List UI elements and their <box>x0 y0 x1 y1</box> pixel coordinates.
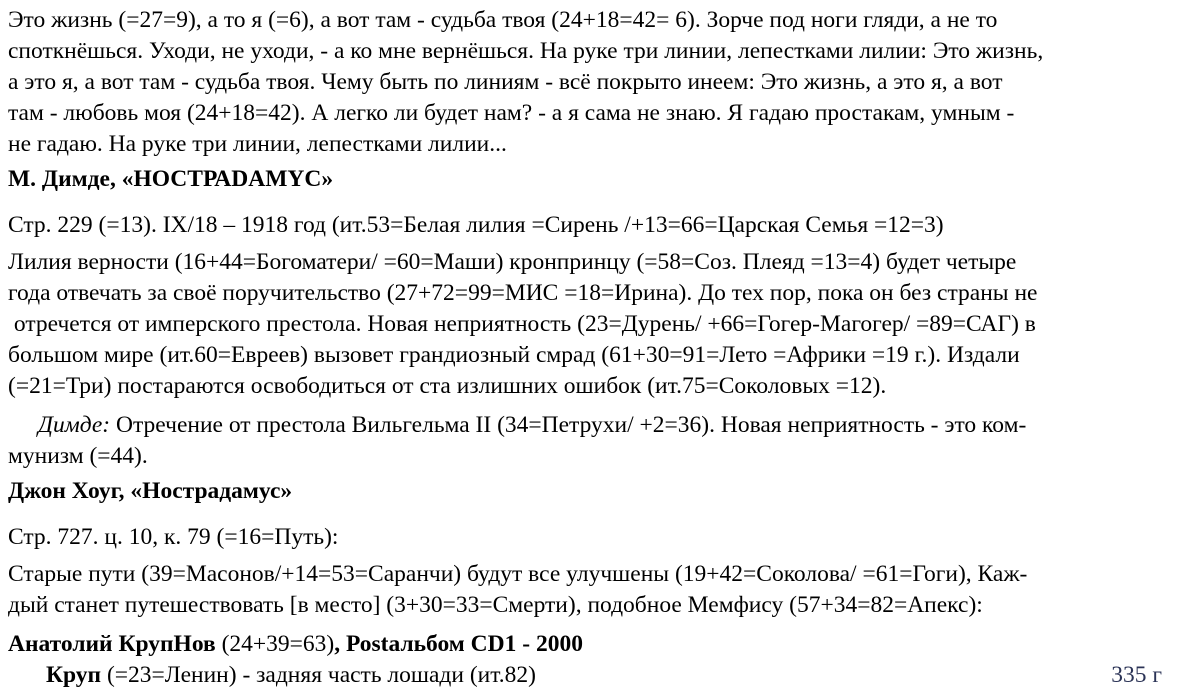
line-text <box>38 412 1026 438</box>
text-segment: (=21=Три) постараются освободиться от ста излишних ошибок (ит.75=Соколовых =12). <box>8 373 887 399</box>
line-text <box>8 524 338 550</box>
paragraph-1-line-5 <box>8 129 1192 160</box>
text-segment: Круп <box>46 662 102 688</box>
line-text <box>8 249 1016 275</box>
text-segment: мунизм (=44). <box>8 443 148 469</box>
text-segment: дый станет путешествовать [в место] (3+30=33=Смерти), подобное Мемфису (57+34=82=Апекс): <box>8 592 983 618</box>
text-segment: не гадаю. На руке три линии, лепестками лилии... <box>8 131 507 157</box>
text-segment: М. Димде, «НОСТРАDАМYС» <box>8 166 334 192</box>
text-segment: Стр. 727. ц. 10, к. 79 (=16=Путь): <box>8 524 339 550</box>
text-segment: Димде: <box>38 412 111 438</box>
text-segment: Это жизнь (=27=9), а то я (=6), а вот там - судьба твоя (24+18=42= 6). Зорче под ноги гляди, а не то <box>8 7 998 33</box>
text-segment: (=23=Ленин) - задняя часть лошади (ит.82) <box>101 662 536 688</box>
source-line-dimde <box>8 210 1192 241</box>
paragraph-1-line-1 <box>8 5 1192 36</box>
line-text <box>8 592 983 618</box>
line-text <box>8 311 1036 337</box>
text-segment: , Роstальбом CD1 - 2000 <box>334 631 583 657</box>
line-text <box>8 100 1014 126</box>
line-text <box>8 212 944 238</box>
line-text <box>8 373 886 399</box>
source-line-hogue <box>8 522 1192 553</box>
text-segment: Стр. 229 (=13). IX/18 – 1918 год (ит.53=Белая лилия =Сирень /+13=66=Царская Семья =12=3) <box>8 212 944 238</box>
paragraph-1-line-4 <box>8 98 1192 129</box>
line-text <box>8 166 333 192</box>
paragraph-2-line-4 <box>8 340 1192 371</box>
line-text <box>8 561 1027 587</box>
heading-krupnov <box>8 629 1192 660</box>
text-segment: споткнёшься. Уходи, не уходи, - а ко мне вернёшься. На руке три линии, лепестками лилии: Это жизнь, <box>8 38 1044 64</box>
line-text <box>8 342 1020 368</box>
page-weight-label: 335 г <box>1111 662 1162 688</box>
paragraph-5-line-1 <box>8 660 1192 691</box>
line-text <box>8 7 997 33</box>
paragraph-1-line-2 <box>8 36 1192 67</box>
paragraph-2-line-2 <box>8 278 1192 309</box>
document-body <box>8 5 1192 691</box>
text-segment: Лилия верности (16+44=Богоматери/ =60=Маши) кронпринцу (=58=Соз. Плеяд =13=4) будет четыре <box>8 249 1017 275</box>
paragraph-2-line-1 <box>8 247 1192 278</box>
line-text <box>8 131 507 157</box>
line-text <box>8 38 1043 64</box>
paragraph-4-line-2 <box>8 590 1192 621</box>
text-segment: отречется от имперского престола. Новая неприятность (23=Дурень/ +66=Гогер-Магогер/ =89=САГ) в <box>8 311 1036 337</box>
paragraph-3-line-2 <box>8 441 1192 472</box>
text-segment: Джон Хоуг, «Нострадамус» <box>8 478 293 504</box>
text-segment: большом мире (ит.60=Евреев) вызовет грандиозный смрад (61+30=91=Лето =Африки =19 г.). Издали <box>8 342 1020 368</box>
text-segment: (24+39=63) <box>221 631 335 657</box>
paragraph-3-line-1 <box>8 410 1192 441</box>
paragraph-1-line-3 <box>8 67 1192 98</box>
line-text <box>8 631 583 657</box>
line-text <box>8 443 148 469</box>
line-text <box>46 660 536 691</box>
paragraph-2-line-5 <box>8 371 1192 402</box>
line-text <box>8 69 1002 95</box>
text-segment: там - любовь моя (24+18=42). А легко ли будет нам? - а я сама не знаю. Я гадаю простакам, умным - <box>8 100 1015 126</box>
text-segment: Анатолий КрупНов <box>8 631 222 657</box>
text-segment: Старые пути (39=Масонов/+14=53=Саранчи) будут все улучшены (19+42=Соколова/ =61=Гоги), Каж- <box>8 561 1028 587</box>
line-text <box>8 478 292 504</box>
paragraph-4-line-1 <box>8 559 1192 590</box>
heading-dimde <box>8 164 1192 195</box>
heading-hogue <box>8 476 1192 507</box>
line-text <box>8 280 1037 306</box>
text-segment: Отречение от престола Вильгельма II (34=Петрухи/ +2=36). Новая неприятность - это ком- <box>110 412 1027 438</box>
paragraph-2-line-3 <box>8 309 1192 340</box>
text-segment: а это я, а вот там - судьба твоя. Чему быть по линиям - всё покрыто инеем: Это жизнь, а это я, а вот <box>8 69 1003 95</box>
text-segment: года отвечать за своё поручительство (27+72=99=МИС =18=Ирина). До тех пор, пока он без страны не <box>8 280 1038 306</box>
